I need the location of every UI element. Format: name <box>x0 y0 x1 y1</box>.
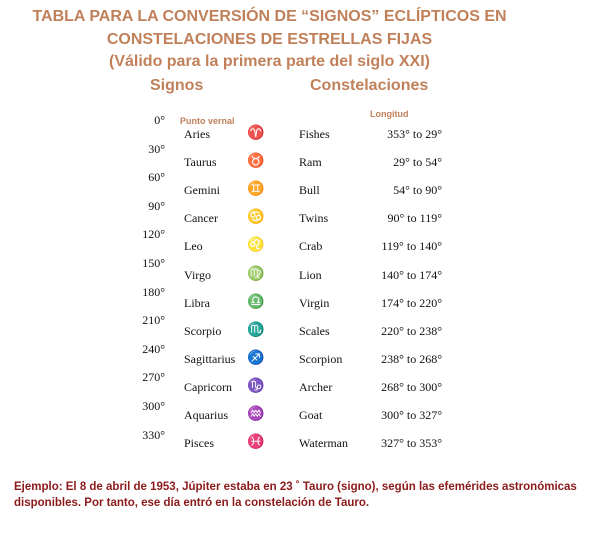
sign-name: Gemini <box>184 183 220 198</box>
longitude-range: 140° to 174° <box>381 267 442 282</box>
longitude-range: 238° to 268° <box>381 351 442 366</box>
zodiac-symbol-icon: ♓ <box>247 435 265 451</box>
longitude-range: 353° to 29° <box>387 127 442 141</box>
constellation-name: Ram <box>299 155 322 170</box>
title-line-3: (Válido para la primera parte del siglo XXI) <box>109 53 430 70</box>
degree-label: 150° <box>142 256 165 270</box>
zodiac-symbol-icon: ♋ <box>247 210 265 226</box>
sign-name: Capricorn <box>184 379 232 394</box>
constellation-name: Goat <box>299 408 323 422</box>
title-line-1: TABLA PARA LA CONVERSIÓN DE “SIGNOS” ECLÍPTICOS EN <box>32 8 507 25</box>
zodiac-symbol-icon: ♍ <box>247 266 265 282</box>
example-note: Ejemplo: El 8 de abril de 1953, Júpiter estaba en 23 ˚ Tauro (signo), según las efemérides astronómicas disponibles. Por tanto, ese día entró en la constelación de Tauro. <box>14 481 577 509</box>
sign-name: Cancer <box>184 211 218 226</box>
constellation-name: Waterman <box>299 436 349 451</box>
degree-label: 120° <box>142 227 165 242</box>
title-line-2: CONSTELACIONES DE ESTRELLAS FIJAS <box>106 31 433 48</box>
degree-label: 0° <box>154 113 165 127</box>
degree-label: 270° <box>142 370 165 385</box>
longitude-range: 174° to 220° <box>381 295 442 310</box>
constellation-name: Twins <box>299 211 329 226</box>
zodiac-symbol-icon: ♊ <box>247 182 265 198</box>
zodiac-symbol-icon: ♒ <box>247 407 265 422</box>
zodiac-symbol-icon: ♈ <box>247 126 265 141</box>
constellation-name: Archer <box>299 379 333 394</box>
constellation-name: Scales <box>299 323 330 338</box>
punto-vernal-label: Punto vernal <box>180 116 235 126</box>
longitude-range: 29° to 54° <box>393 155 442 170</box>
constellation-name: Fishes <box>299 127 330 141</box>
sign-name: Pisces <box>184 436 214 451</box>
zodiac-symbol-icon: ♏ <box>247 322 265 338</box>
degree-label: 240° <box>142 341 165 356</box>
longitude-range: 300° to 327° <box>381 408 442 422</box>
sign-name: Sagittarius <box>184 351 236 366</box>
longitude-range: 54° to 90° <box>393 183 442 198</box>
degree-label: 90° <box>148 198 165 213</box>
zodiac-symbol-icon: ♎ <box>247 294 265 310</box>
sign-name: Aquarius <box>184 408 228 422</box>
longitud-label: Longitud <box>370 109 409 119</box>
longitude-range: 90° to 119° <box>387 211 442 226</box>
degree-label: 180° <box>142 284 165 299</box>
constellation-name: Bull <box>299 183 320 198</box>
degree-label: 30° <box>148 141 165 156</box>
longitude-range: 220° to 238° <box>381 323 442 338</box>
sign-name: Aries <box>184 127 210 141</box>
constelaciones-header: Constelaciones <box>310 77 429 94</box>
degree-label: 330° <box>142 427 165 442</box>
degree-label: 210° <box>142 313 165 328</box>
signos-header: Signos <box>150 77 204 94</box>
sign-name: Libra <box>184 295 210 310</box>
sign-name: Taurus <box>184 155 217 170</box>
constellation-name: Virgin <box>299 295 330 310</box>
degree-label: 60° <box>148 170 165 185</box>
zodiac-symbol-icon: ♑ <box>247 378 265 394</box>
longitude-range: 268° to 300° <box>381 379 442 394</box>
sign-name: Scorpio <box>184 323 222 338</box>
sign-name: Leo <box>184 239 203 254</box>
longitude-range: 119° to 140° <box>381 239 442 254</box>
degree-label: 300° <box>142 399 165 413</box>
zodiac-symbol-icon: ♌ <box>247 238 265 254</box>
zodiac-symbol-icon: ♐ <box>247 350 265 366</box>
constellation-name: Lion <box>299 267 322 282</box>
sign-name: Virgo <box>184 267 212 282</box>
zodiac-symbol-icon: ♉ <box>247 154 265 170</box>
constellation-name: Crab <box>299 239 323 254</box>
constellation-name: Scorpion <box>299 351 343 366</box>
longitude-range: 327° to 353° <box>381 436 442 451</box>
